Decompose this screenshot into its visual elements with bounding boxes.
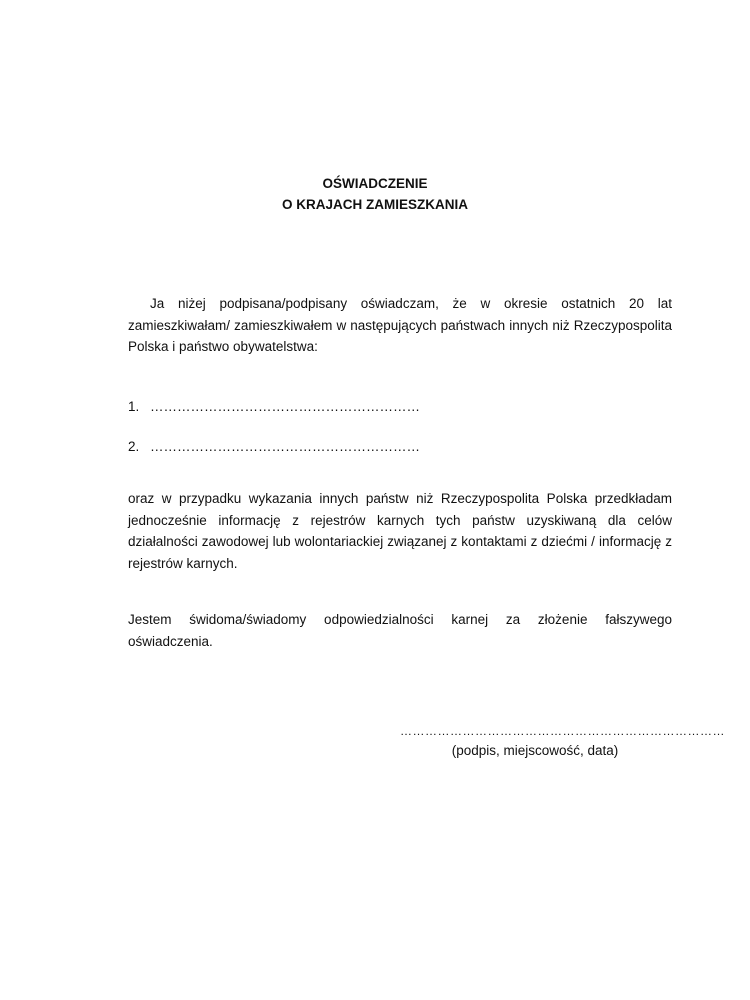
country-list-item-2 [128,437,420,457]
criminal-record-paragraph: oraz w przypadku wykazania innych państw niż Rzeczypospolita Polska przedkładam jednocześnie informację z rejestrów karnych tych państw uzyskiwaną dla celów działalności zawodowej lub wolontariackiej związanej z kontaktami z dziećmi / informację z rejestrów karnych. [128,491,672,571]
document-title [0,173,750,215]
title-line-2: O KRAJACH ZAMIESZKANIA [281,197,468,212]
signature-line: …………………………………………………………………… [400,724,725,738]
list-number: 2. [128,439,140,454]
country-list-item-1 [128,397,420,417]
declaration-paragraph: Ja niżej podpisana/podpisany oświadczam, że w okresie ostatnich 20 lat zamieszkiwałam/ zamieszkiwałem w następujących państwach innych niż Rzeczypospolita Polska i państwo obywatelstwa: [128,296,672,354]
title-line-1: OŚWIADCZENIE [322,176,428,191]
signature-caption: (podpis, miejscowość, data) [451,743,619,758]
liability-paragraph: Jestem świdoma/świadomy odpowiedzialności karnej za złożenie fałszywego oświadczenia. [128,612,672,649]
list-number: 1. [128,399,140,414]
country-blank-line: …………………………………………………… [150,439,420,454]
country-blank-line: …………………………………………………… [150,399,420,414]
